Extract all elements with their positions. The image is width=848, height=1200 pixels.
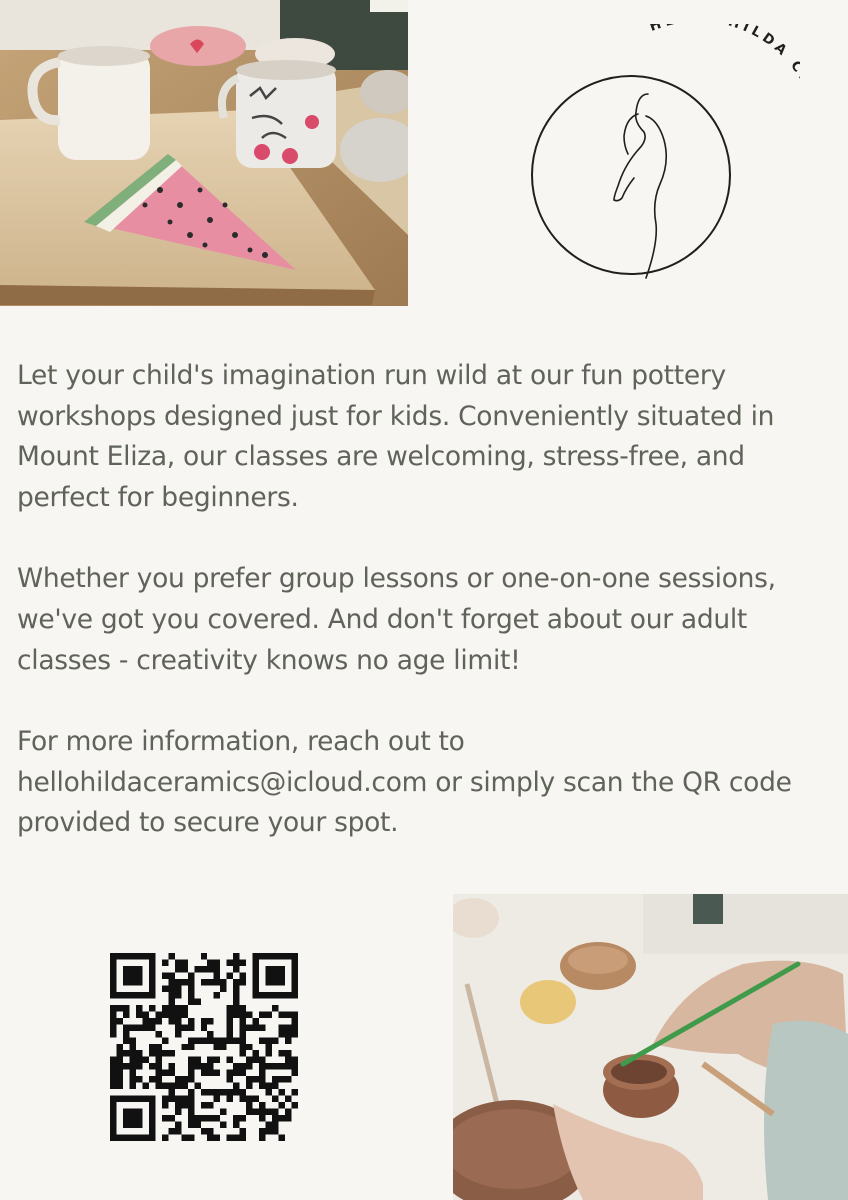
- contact-paragraph: For more information, reach out to hellohildaceramics@icloud.com or simply scan the QR code provided to secure your spot.: [17, 726, 792, 839]
- body-copy: [17, 356, 832, 885]
- intro-paragraph: Let your child's imagination run wild at our fun pottery workshops designed just for kids. Conveniently situated in Mount Eliza, our classes are welcoming, stress-free, and perfect for beginners.: [17, 360, 775, 513]
- svg-text:HELLO HILDA CERAMICS: [647, 24, 800, 171]
- classes-paragraph: Whether you prefer group lessons or one-on-one sessions, we've got you covered. And don't forget about our adult classes - creativity knows no age limit!: [17, 563, 776, 676]
- qr-code[interactable]: [110, 953, 298, 1141]
- hello-hilda-logo: [520, 24, 800, 284]
- kids-pottery-photo: [0, 0, 408, 306]
- logo-text: H ILDA: [647, 24, 793, 62]
- painting-pottery-photo: [453, 894, 848, 1200]
